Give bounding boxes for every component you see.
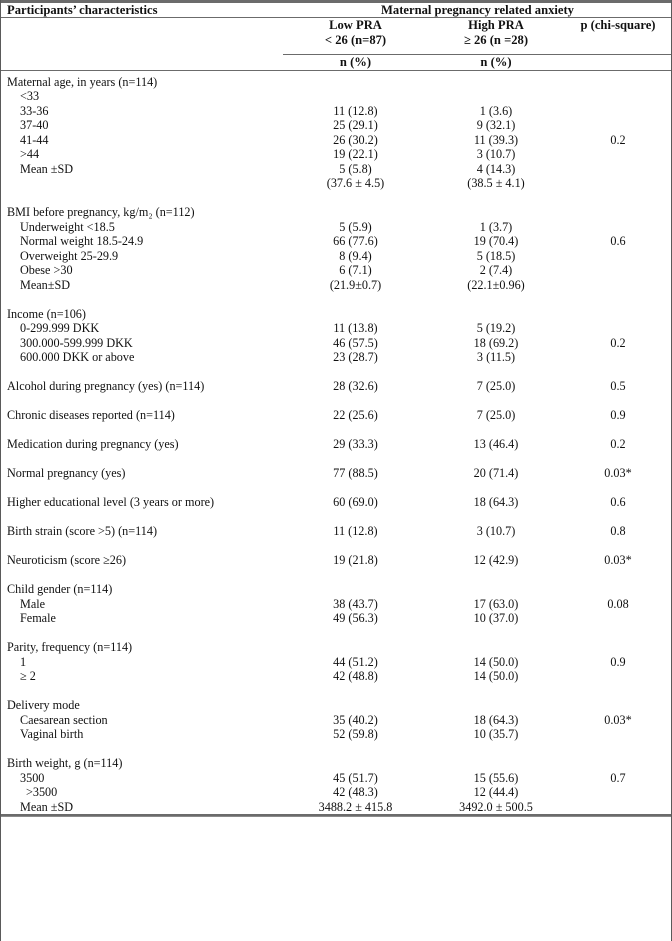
cell-low-pra: 52 (59.8) (333, 727, 378, 742)
cell-p-value (564, 582, 672, 597)
cell-low-pra: 46 (57.5) (333, 335, 378, 350)
cell-high-pra: 10 (37.0) (473, 611, 519, 626)
cell-high-pra: 18 (69.2) (473, 335, 519, 350)
cell-p-value (564, 205, 672, 220)
table-row (0, 800, 672, 816)
table-row (0, 133, 672, 148)
spacer-cell (0, 191, 672, 206)
row-label: BMI before pregnancy, kg/m₂ (n=112) (7, 205, 195, 220)
header-blank-cell-2 (0, 33, 283, 47)
cell-low-pra: 26 (30.2) (333, 132, 378, 147)
cell-low-pra: 22 (25.6) (333, 408, 378, 423)
cell-low-pra: 77 (88.5) (333, 466, 378, 481)
cell-p-value (564, 118, 672, 133)
table-row (0, 379, 672, 394)
cell-p-value (564, 220, 672, 235)
header-subcolumn-row-2 (0, 33, 672, 47)
cell-low-pra: 42 (48.3) (333, 785, 378, 800)
cell-low-pra: 35 (40.2) (333, 712, 378, 727)
cell-low-pra (283, 698, 428, 713)
table-row (0, 785, 672, 800)
cell-high-pra: 18 (64.3) (473, 495, 519, 510)
table-row (0, 336, 672, 351)
row-label: Vaginal birth (20, 727, 84, 742)
table-row (0, 321, 672, 336)
cell-high-pra: 12 (42.9) (473, 553, 519, 568)
cell-high-pra (428, 698, 564, 713)
table-row (0, 176, 672, 191)
cell-low-pra: 11 (12.8) (333, 103, 378, 118)
cell-high-pra (428, 582, 564, 597)
cell-high-pra: 11 (39.3) (473, 132, 519, 147)
cell-p-value (564, 669, 672, 684)
table-row (0, 147, 672, 162)
header-blank-cell (0, 18, 283, 32)
table-row-spacer (0, 423, 672, 438)
table-row (0, 611, 672, 626)
row-label (0, 176, 283, 191)
cell-low-pra (283, 75, 428, 90)
header-blank-cell-3 (564, 33, 672, 47)
cell-high-pra: 9 (32.1) (476, 118, 516, 133)
unit-header-high-pra: n (%) (480, 55, 512, 70)
cell-p-value (564, 278, 672, 293)
row-label: 0-299.999 DKK (20, 321, 100, 336)
cell-high-pra: 13 (46.4) (473, 437, 519, 452)
cell-high-pra (428, 75, 564, 90)
cell-p-value: 0.03* (604, 466, 632, 481)
cell-low-pra (283, 89, 428, 104)
row-label: ≥ 2 (20, 669, 36, 684)
cell-low-pra: 11 (13.8) (333, 321, 378, 336)
cell-high-pra: 17 (63.0) (473, 596, 519, 611)
row-label: Birth weight, g (n=114) (7, 756, 123, 771)
cell-high-pra: 19 (70.4) (473, 234, 519, 249)
table-row (0, 756, 672, 771)
column-header-low-pra-range: < 26 (n=87) (324, 32, 387, 47)
cell-low-pra: 44 (51.2) (333, 654, 378, 669)
cell-high-pra (428, 756, 564, 771)
cell-low-pra: 28 (32.6) (333, 379, 378, 394)
table-body (0, 75, 672, 816)
table-row (0, 582, 672, 597)
row-label: >3500 (26, 785, 58, 800)
row-label: 1 (20, 654, 27, 669)
row-label: Alcohol during pregnancy (yes) (n=114) (7, 379, 205, 394)
table-row-spacer (0, 292, 672, 307)
row-label: Underweight <18.5 (20, 219, 115, 234)
cell-p-value (564, 307, 672, 322)
cell-high-pra: 10 (35.7) (473, 727, 519, 742)
header-blank-cell-5 (564, 55, 672, 70)
cell-low-pra: 49 (56.3) (333, 611, 378, 626)
cell-low-pra: 29 (33.3) (333, 437, 378, 452)
cell-p-value (564, 321, 672, 336)
column-header-high-pra: High PRA (468, 18, 524, 33)
row-label: Neuroticism (score ≥26) (7, 553, 127, 568)
row-label: Female (20, 611, 56, 626)
cell-high-pra: 1 (3.7) (479, 219, 513, 234)
table-row (0, 350, 672, 365)
table-row (0, 408, 672, 423)
header-units-row (0, 55, 672, 70)
cell-high-pra: 5 (18.5) (476, 248, 516, 263)
cell-low-pra: 38 (43.7) (333, 596, 378, 611)
cell-p-value: 0.6 (610, 495, 626, 510)
cell-low-pra (283, 640, 428, 655)
cell-p-value: 0.6 (610, 234, 626, 249)
cell-p-value: 0.2 (610, 437, 626, 452)
cell-high-pra: 1 (3.6) (479, 103, 513, 118)
cell-p-value (564, 249, 672, 264)
spacer-cell (0, 539, 672, 554)
column-header-characteristics: Participants’ characteristics (7, 3, 158, 17)
cell-high-pra: 3 (10.7) (476, 147, 516, 162)
column-header-p-value: p (chi-square) (580, 18, 656, 33)
cell-low-pra (283, 205, 428, 220)
header-spacer-row (0, 47, 672, 54)
cell-p-value (564, 75, 672, 90)
table-row-spacer (0, 365, 672, 380)
row-label: Mean±SD (20, 277, 71, 292)
row-label: 33-36 (20, 103, 49, 118)
table-row-spacer (0, 742, 672, 757)
table-row (0, 118, 672, 133)
table-row (0, 466, 672, 481)
cell-p-value (564, 640, 672, 655)
cell-high-pra (428, 205, 564, 220)
cell-p-value (564, 263, 672, 278)
cell-p-value: 0.08 (607, 596, 629, 611)
cell-p-value (564, 147, 672, 162)
row-label: Male (20, 596, 46, 611)
cell-p-value (564, 350, 672, 365)
row-label: Child gender (n=114) (7, 582, 113, 597)
table-row (0, 655, 672, 670)
cell-p-value (564, 756, 672, 771)
cell-p-value: 0.9 (610, 408, 626, 423)
cell-high-pra: 14 (50.0) (473, 669, 519, 684)
cell-p-value: 0.03* (604, 712, 632, 727)
table-row (0, 437, 672, 452)
table-row (0, 524, 672, 539)
table-row (0, 162, 672, 177)
spacer-cell (0, 626, 672, 641)
cell-high-pra: 20 (71.4) (473, 466, 519, 481)
column-header-group-title: Maternal pregnancy related anxiety (381, 3, 574, 17)
table-head (0, 1, 672, 75)
spacer-cell (0, 292, 672, 307)
cell-high-pra: 3492.0 ± 500.5 (459, 799, 533, 814)
row-label: Chronic diseases reported (n=114) (7, 408, 175, 423)
row-label: Higher educational level (3 years or more) (7, 495, 215, 510)
row-label: 600.000 DKK or above (20, 350, 135, 365)
column-header-low-pra: Low PRA (329, 18, 382, 33)
table-foot (0, 815, 672, 817)
cell-p-value (564, 162, 672, 177)
cell-p-value: 0.03* (604, 553, 632, 568)
cell-high-pra: 5 (19.2) (476, 321, 516, 336)
table-row (0, 249, 672, 264)
table-row-spacer (0, 568, 672, 583)
row-label: Overweight 25-29.9 (20, 248, 119, 263)
cell-high-pra: 7 (25.0) (476, 379, 516, 394)
row-label: 37-40 (20, 118, 49, 133)
cell-low-pra: 6 (7.1) (339, 263, 372, 278)
table-row-spacer (0, 481, 672, 496)
spacer-cell (0, 365, 672, 380)
unit-header-low-pra: n (%) (339, 55, 372, 70)
cell-p-value (564, 89, 672, 104)
cell-low-pra: 3488.2 ± 415.8 (318, 799, 393, 814)
cell-high-pra: 7 (25.0) (476, 408, 516, 423)
header-spacer (0, 47, 672, 54)
cell-low-pra (283, 307, 428, 322)
spacer-cell (0, 394, 672, 409)
cell-p-value (564, 176, 672, 191)
cell-low-pra: 11 (12.8) (333, 524, 378, 539)
cell-low-pra: 5 (5.8) (339, 161, 372, 176)
row-label: Caesarean section (20, 712, 108, 727)
header-subcolumn-row-1 (0, 18, 672, 32)
row-label: Obese >30 (20, 263, 73, 278)
table-row (0, 263, 672, 278)
table-row-spacer (0, 626, 672, 641)
cell-high-pra: 18 (64.3) (473, 712, 519, 727)
cell-p-value: 0.5 (610, 379, 626, 394)
rule-bottom-row (0, 815, 672, 817)
cell-low-pra: 25 (29.1) (333, 118, 378, 133)
table-row (0, 89, 672, 104)
table-row (0, 640, 672, 655)
table-row (0, 205, 672, 220)
table-row (0, 307, 672, 322)
cell-p-value: 0.9 (610, 654, 626, 669)
row-label: Mean ±SD (20, 799, 74, 814)
table-row (0, 771, 672, 786)
spacer-cell (0, 568, 672, 583)
spacer-cell (0, 423, 672, 438)
cell-low-pra: 19 (22.1) (333, 147, 378, 162)
cell-low-pra (283, 582, 428, 597)
row-label: Delivery mode (7, 698, 80, 713)
spacer-cell (0, 510, 672, 525)
cell-low-pra: 42 (48.8) (333, 669, 378, 684)
cell-low-pra: 23 (28.7) (333, 350, 378, 365)
row-label: Maternal age, in years (n=114) (7, 74, 158, 89)
cell-low-pra: (21.9±0.7) (329, 277, 382, 292)
spacer-cell (0, 684, 672, 699)
bottom-double-rule (0, 815, 672, 817)
row-label: 3500 (20, 770, 45, 785)
table-row (0, 104, 672, 119)
cell-low-pra: 45 (51.7) (333, 770, 378, 785)
cell-p-value: 0.2 (610, 132, 626, 147)
cell-low-pra: 19 (21.8) (333, 553, 378, 568)
cell-p-value (564, 698, 672, 713)
cell-low-pra: 66 (77.6) (333, 234, 378, 249)
table-row (0, 597, 672, 612)
cell-p-value (564, 611, 672, 626)
cell-low-pra (283, 756, 428, 771)
cell-p-value: 0.7 (610, 770, 626, 785)
row-label: Mean ±SD (20, 161, 74, 176)
cell-p-value: 0.2 (610, 335, 626, 350)
cell-high-pra: 12 (44.4) (473, 785, 519, 800)
table-row (0, 220, 672, 235)
table-row-spacer (0, 191, 672, 206)
cell-high-pra: 3 (11.5) (476, 350, 516, 365)
row-label: Income (n=106) (7, 306, 86, 321)
table-row-spacer (0, 510, 672, 525)
cell-p-value: 0.8 (610, 524, 626, 539)
table-row (0, 75, 672, 90)
row-label: Normal pregnancy (yes) (7, 466, 126, 481)
cell-p-value (564, 785, 672, 800)
cell-high-pra: 2 (7.4) (479, 263, 513, 278)
header-title-row (0, 3, 672, 18)
table-row (0, 278, 672, 293)
cell-low-pra: (37.6 ± 4.5) (326, 176, 385, 191)
cell-low-pra: 5 (5.9) (339, 219, 372, 234)
row-label: <33 (20, 89, 40, 104)
header-blank-cell-4 (0, 55, 283, 70)
cell-high-pra: 15 (55.6) (473, 770, 519, 785)
row-label: Birth strain (score >5) (n=114) (7, 524, 158, 539)
row-label: Normal weight 18.5-24.9 (20, 234, 144, 249)
table-row-spacer (0, 684, 672, 699)
cell-high-pra (428, 640, 564, 655)
table-row-spacer (0, 539, 672, 554)
row-label: Parity, frequency (n=114) (7, 640, 133, 655)
cell-low-pra: 8 (9.4) (339, 248, 372, 263)
cell-low-pra: 60 (69.0) (333, 495, 378, 510)
cell-high-pra: 4 (14.3) (476, 161, 516, 176)
row-label: Medication during pregnancy (yes) (7, 437, 179, 452)
cell-high-pra: (22.1±0.96) (467, 277, 525, 292)
spacer-cell (0, 452, 672, 467)
cell-high-pra: 14 (50.0) (473, 654, 519, 669)
table-row (0, 234, 672, 249)
row-label: >44 (20, 147, 40, 162)
cell-high-pra: 3 (10.7) (476, 524, 516, 539)
cell-p-value (564, 104, 672, 119)
table-row-spacer (0, 452, 672, 467)
table-row-spacer (0, 394, 672, 409)
table-row (0, 698, 672, 713)
row-label: 300.000-599.999 DKK (20, 335, 133, 350)
column-header-high-pra-range: ≥ 26 (n =28) (463, 32, 529, 47)
row-label: 41-44 (20, 132, 49, 147)
spacer-cell (0, 742, 672, 757)
cell-high-pra (428, 89, 564, 104)
table-row (0, 669, 672, 684)
table-row (0, 727, 672, 742)
cell-high-pra: (38.5 ± 4.1) (467, 176, 525, 191)
cell-p-value (564, 727, 672, 742)
table-row (0, 495, 672, 510)
table-row (0, 713, 672, 728)
cell-high-pra (428, 307, 564, 322)
table-row (0, 553, 672, 568)
table-left-border (0, 0, 1, 941)
spacer-cell (0, 481, 672, 496)
cell-p-value (564, 800, 672, 816)
